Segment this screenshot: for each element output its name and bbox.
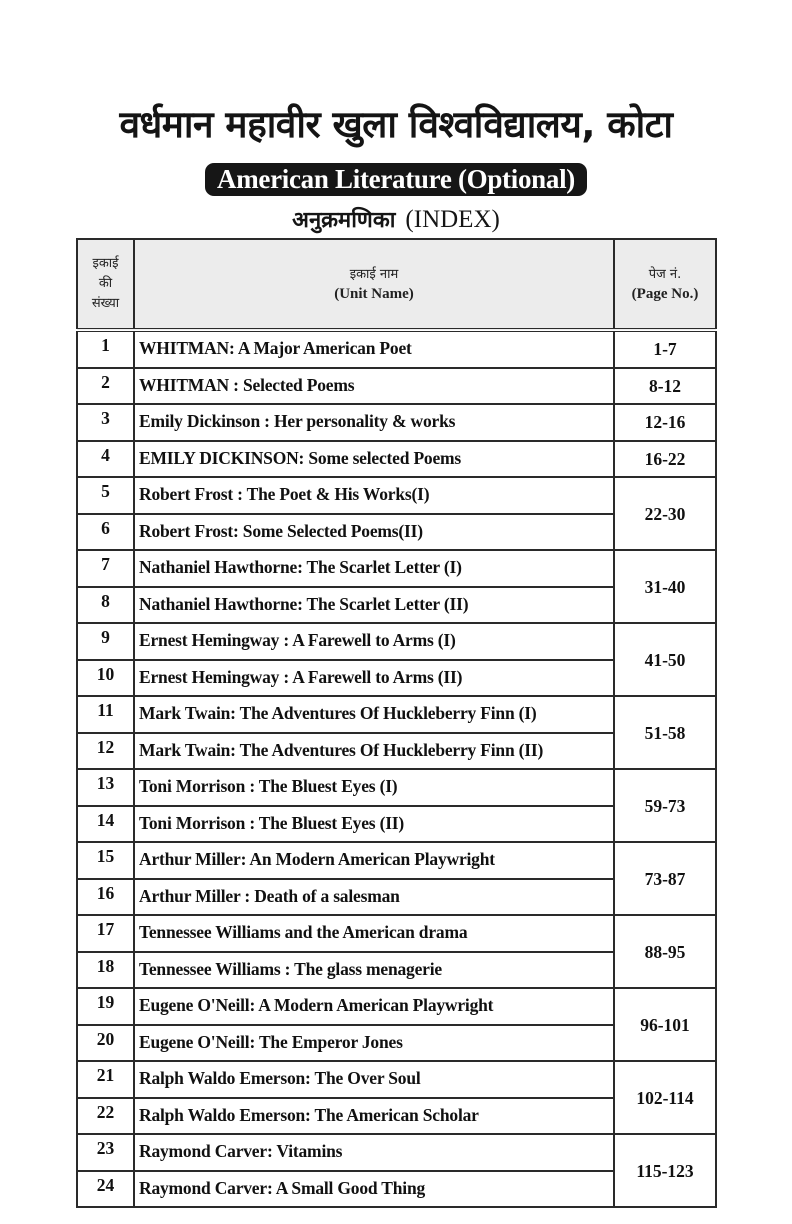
header-unit-name — [134, 239, 614, 330]
unit-name: Eugene O'Neill: The Emperor Jones — [134, 1025, 614, 1062]
unit-name: Nathaniel Hawthorne: The Scarlet Letter (I) — [134, 550, 614, 587]
table-row — [77, 477, 716, 514]
table-row — [77, 1134, 716, 1171]
unit-name: Eugene O'Neill: A Modern American Playwright — [134, 988, 614, 1025]
unit-number: 8 — [77, 587, 134, 624]
unit-number: 15 — [77, 842, 134, 879]
unit-number: 2 — [77, 368, 134, 405]
unit-number: 24 — [77, 1171, 134, 1208]
table-row — [77, 330, 716, 368]
unit-name: Robert Frost: Some Selected Poems(II) — [134, 514, 614, 551]
page-range: 51-58 — [614, 696, 716, 769]
unit-name: Mark Twain: The Adventures Of Huckleberry Finn (II) — [134, 733, 614, 770]
unit-number: 7 — [77, 550, 134, 587]
table-header-row — [77, 239, 716, 330]
unit-number: 12 — [77, 733, 134, 770]
unit-number: 4 — [77, 441, 134, 478]
unit-number: 13 — [77, 769, 134, 806]
unit-number: 18 — [77, 952, 134, 989]
unit-number: 20 — [77, 1025, 134, 1062]
unit-name: EMILY DICKINSON: Some selected Poems — [134, 441, 614, 478]
unit-name: Raymond Carver: A Small Good Thing — [134, 1171, 614, 1208]
index-heading-english: (INDEX) — [405, 206, 500, 233]
unit-name: Toni Morrison : The Bluest Eyes (II) — [134, 806, 614, 843]
unit-number: 19 — [77, 988, 134, 1025]
unit-name: Emily Dickinson : Her personality & works — [134, 404, 614, 441]
unit-name: Raymond Carver: Vitamins — [134, 1134, 614, 1171]
table-row — [77, 1061, 716, 1098]
unit-number: 23 — [77, 1134, 134, 1171]
unit-name: Toni Morrison : The Bluest Eyes (I) — [134, 769, 614, 806]
page-range: 59-73 — [614, 769, 716, 842]
unit-number: 10 — [77, 660, 134, 697]
table-body — [77, 330, 716, 1207]
course-title: American Literature (Optional) — [205, 163, 587, 196]
unit-name: WHITMAN: A Major American Poet — [134, 330, 614, 368]
page-range: 12-16 — [614, 404, 716, 441]
unit-number: 22 — [77, 1098, 134, 1135]
unit-name: Arthur Miller : Death of a salesman — [134, 879, 614, 916]
header-page-number-hindi: पेज नं. — [648, 267, 682, 282]
page-range: 115-123 — [614, 1134, 716, 1207]
unit-name: Ernest Hemingway : A Farewell to Arms (I) — [134, 623, 614, 660]
page-range: 102-114 — [614, 1061, 716, 1134]
page-range: 16-22 — [614, 441, 716, 478]
table-row — [77, 441, 716, 478]
unit-name: Tennessee Williams : The glass menagerie — [134, 952, 614, 989]
page-range: 8-12 — [614, 368, 716, 405]
table-row — [77, 769, 716, 806]
table-row — [77, 988, 716, 1025]
header-unit-name-english: (Unit Name) — [334, 286, 414, 302]
page-range: 96-101 — [614, 988, 716, 1061]
page-range: 73-87 — [614, 842, 716, 915]
unit-number: 16 — [77, 879, 134, 916]
unit-name: Tennessee Williams and the American drama — [134, 915, 614, 952]
unit-name: Ralph Waldo Emerson: The American Scholar — [134, 1098, 614, 1135]
page-range: 22-30 — [614, 477, 716, 550]
header-page-number-english: (Page No.) — [631, 286, 699, 302]
header-unit-name-hindi: इकाई नाम — [349, 267, 399, 282]
unit-number: 5 — [77, 477, 134, 514]
unit-name: Robert Frost : The Poet & His Works(I) — [134, 477, 614, 514]
page-range: 1-7 — [614, 330, 716, 368]
table-row — [77, 550, 716, 587]
header-unit-number — [77, 239, 134, 330]
header-page-number — [614, 239, 716, 330]
index-heading-hindi: अनुक्रमणिका — [292, 208, 396, 233]
unit-number: 6 — [77, 514, 134, 551]
unit-number: 21 — [77, 1061, 134, 1098]
unit-name: Mark Twain: The Adventures Of Huckleberry Finn (I) — [134, 696, 614, 733]
page-range: 31-40 — [614, 550, 716, 623]
course-banner — [0, 163, 792, 196]
table-row — [77, 696, 716, 733]
university-title: वर्धमान महावीर खुला विश्वविद्यालय, कोटा — [119, 103, 673, 146]
unit-number: 11 — [77, 696, 134, 733]
unit-number: 1 — [77, 330, 134, 368]
page-range: 88-95 — [614, 915, 716, 988]
unit-number: 17 — [77, 915, 134, 952]
table-row — [77, 404, 716, 441]
table-row — [77, 842, 716, 879]
header-unit-number-line1: इकाई — [92, 256, 119, 271]
unit-name: WHITMAN : Selected Poems — [134, 368, 614, 405]
table-row — [77, 915, 716, 952]
table-row — [77, 368, 716, 405]
unit-name: Ernest Hemingway : A Farewell to Arms (II) — [134, 660, 614, 697]
unit-name: Nathaniel Hawthorne: The Scarlet Letter (II) — [134, 587, 614, 624]
unit-name: Arthur Miller: An Modern American Playwright — [134, 842, 614, 879]
header-unit-number-line3: संख्या — [91, 296, 120, 311]
unit-name: Ralph Waldo Emerson: The Over Soul — [134, 1061, 614, 1098]
unit-number: 9 — [77, 623, 134, 660]
page-range: 41-50 — [614, 623, 716, 696]
header-unit-number-line2: की — [98, 276, 113, 291]
index-table — [76, 238, 717, 1208]
unit-number: 3 — [77, 404, 134, 441]
index-heading — [0, 204, 792, 237]
unit-number: 14 — [77, 806, 134, 843]
table-row — [77, 623, 716, 660]
